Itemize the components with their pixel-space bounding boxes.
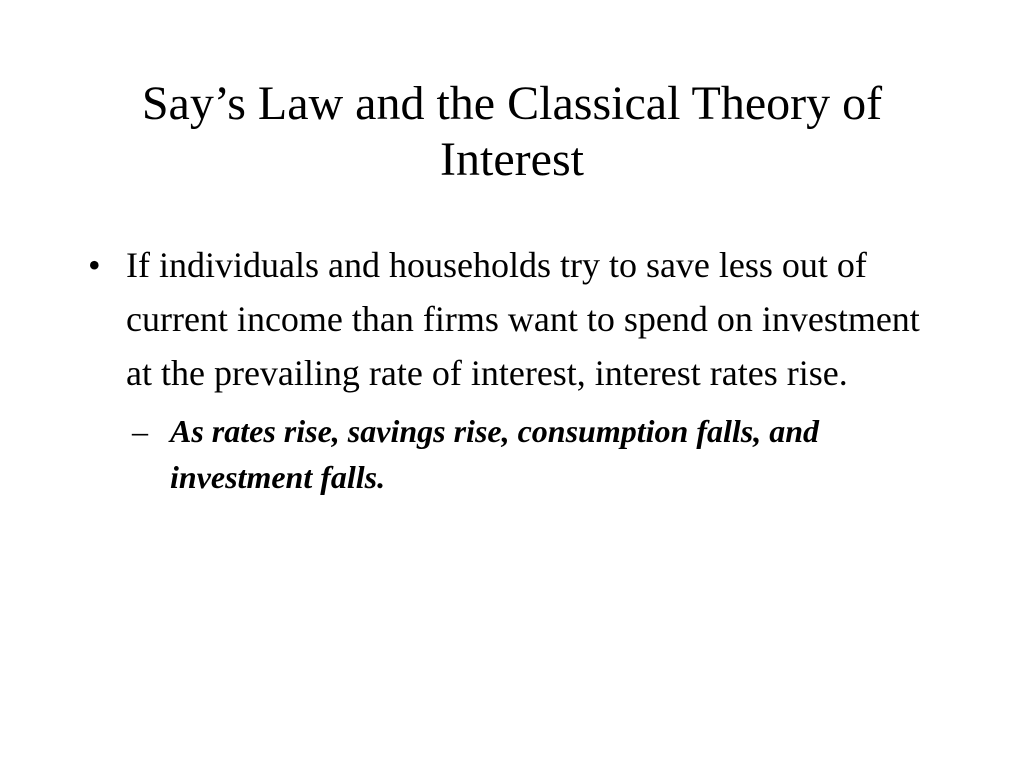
sub-bullet-text: As rates rise, savings rise, consumption falls, and investment falls. [170, 413, 819, 495]
sub-bullet-marker: – [132, 413, 148, 449]
bullet-list [88, 238, 948, 500]
sub-bullet-list [126, 408, 948, 500]
bullet-item [88, 238, 948, 500]
slide-title: Say’s Law and the Classical Theory of Interest [141, 77, 883, 186]
sub-bullet-item [126, 408, 948, 500]
bullet-marker: • [88, 245, 101, 285]
bullet-text: If individuals and households try to save less out of current income than firms want to spend on investment at the prevailing rate of interest, interest rates rise. [126, 245, 920, 393]
